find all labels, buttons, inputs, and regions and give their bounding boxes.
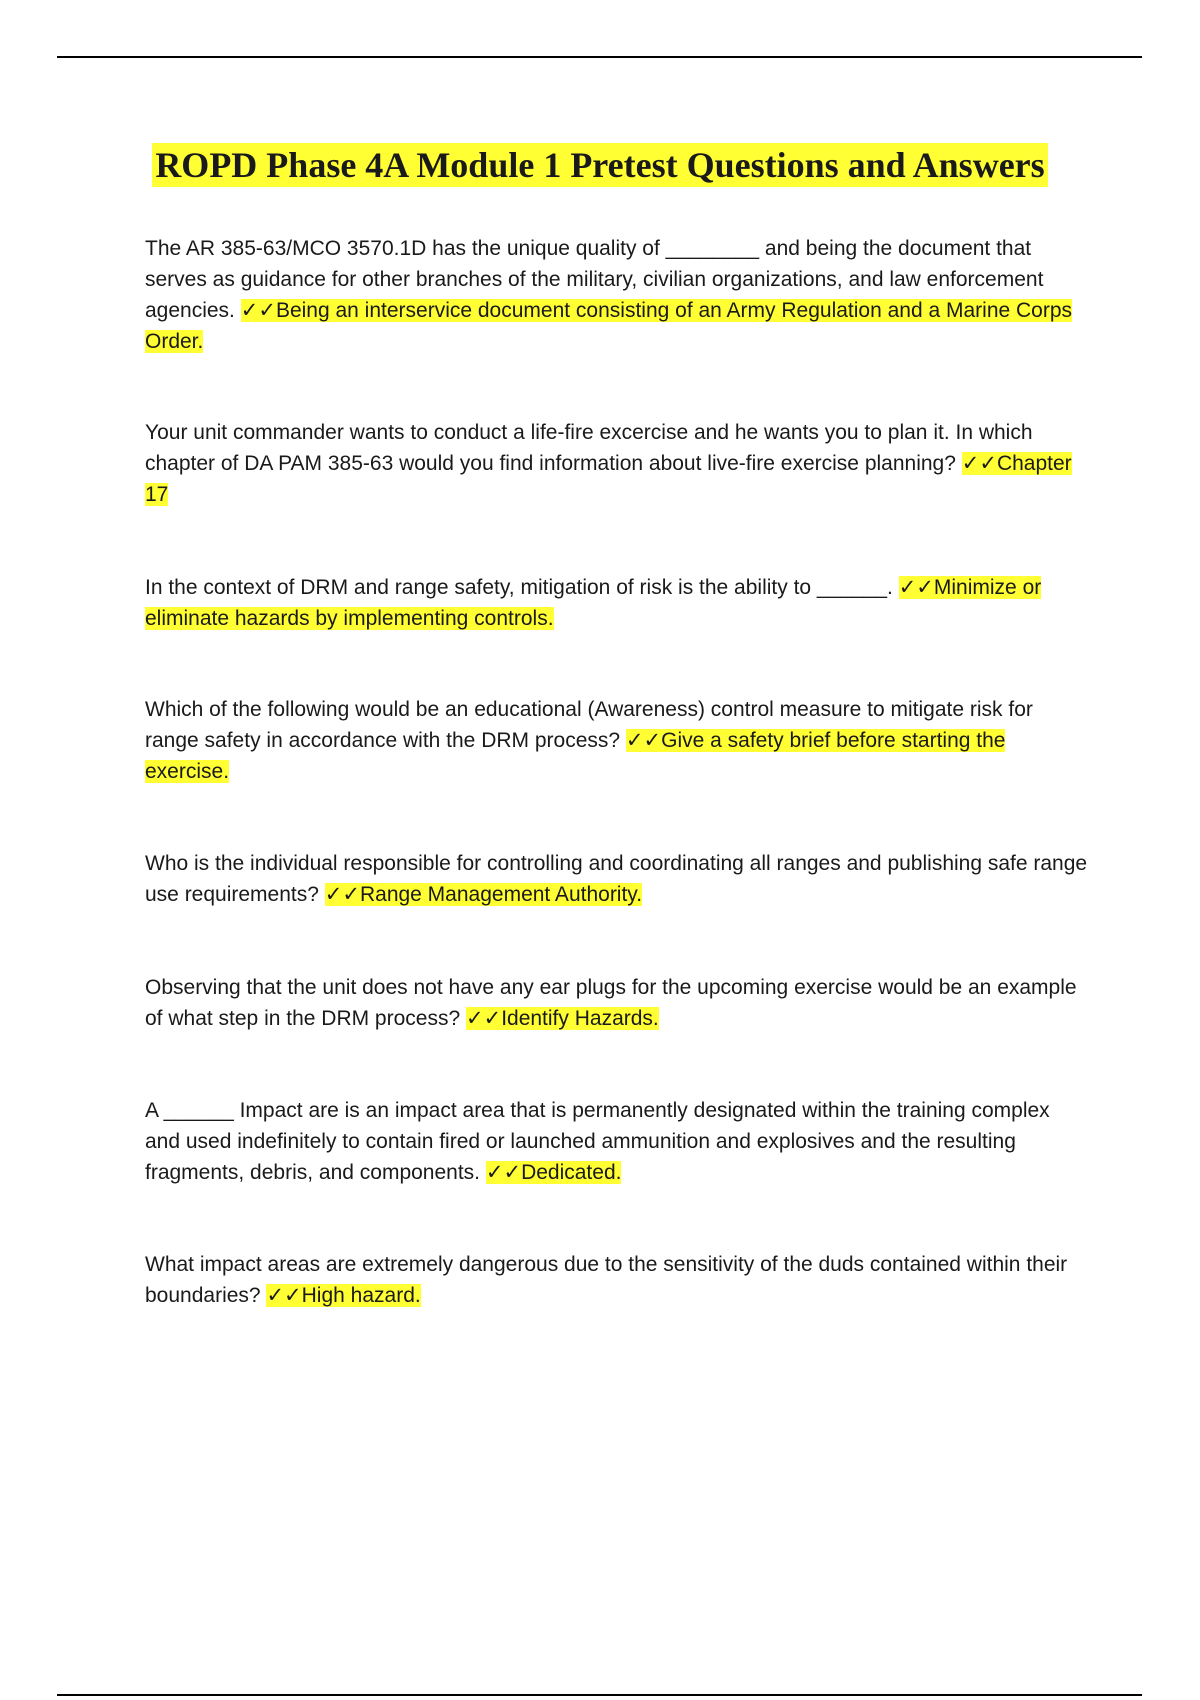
answer-text: High hazard.	[301, 1284, 421, 1307]
check-mark-icon: ✓✓	[266, 1283, 302, 1307]
answer-highlight	[466, 1007, 659, 1030]
qa-item	[145, 1249, 1090, 1311]
question-text: A ______ Impact are is an impact area that is permanently designated within the training complex and used indefinitely to contain fired or launched ammunition and explosives and the resulting fragments, debris, and components.	[145, 1099, 1050, 1184]
qa-item	[145, 972, 1090, 1034]
question-text: In the context of DRM and range safety, mitigation of risk is the ability to ______.	[145, 576, 899, 599]
check-mark-icon: ✓✓	[625, 728, 662, 752]
answer-text: Range Management Authority.	[359, 883, 643, 906]
question-text: What impact areas are extremely dangerous due to the sensitivity of the duds contained within their boundaries?	[145, 1253, 1068, 1307]
answer-text: Dedicated.	[521, 1161, 622, 1184]
answer-text: Being an interservice document consisting of an Army Regulation and a Marine Corps Order.	[145, 299, 1073, 353]
check-mark-icon: ✓✓	[324, 882, 360, 906]
check-mark-icon: ✓✓	[485, 1160, 522, 1184]
answer-text: Chapter 17	[145, 452, 1072, 506]
question-text: The AR 385-63/MCO 3570.1D has the unique quality of ________ and being the document that serves as guidance for other branches of the military, civilian organizations, and law enforcement agencies.	[145, 237, 1044, 322]
answer-highlight	[486, 1161, 622, 1184]
answer-highlight	[266, 1284, 420, 1307]
check-mark-icon: ✓✓	[240, 298, 276, 322]
question-text: Who is the individual responsible for controlling and coordinating all ranges and publishing safe range use requirements?	[145, 852, 1088, 906]
answer-text: Give a safety brief before starting the exercise.	[145, 729, 1006, 783]
qa-item	[145, 1095, 1090, 1188]
top-rule	[57, 56, 1142, 58]
qa-item	[145, 233, 1090, 357]
check-mark-icon: ✓✓	[961, 451, 997, 475]
qa-item	[145, 572, 1090, 634]
qa-item	[145, 694, 1090, 787]
title-container	[0, 143, 1200, 187]
question-text: Observing that the unit does not have any ear plugs for the upcoming exercise would be an example of what step in the DRM process?	[145, 976, 1077, 1030]
check-mark-icon: ✓✓	[898, 575, 934, 599]
check-mark-icon: ✓✓	[465, 1006, 502, 1030]
qa-item	[145, 848, 1090, 910]
question-text: Which of the following would be an educational (Awareness) control measure to mitigate risk for range safety in accordance with the DRM process?	[145, 698, 1033, 752]
qa-item	[145, 417, 1090, 510]
answer-highlight	[145, 299, 1072, 353]
answer-text: Minimize or eliminate hazards by implementing controls.	[145, 576, 1042, 630]
bottom-rule	[57, 1694, 1142, 1696]
answer-text: Identify Hazards.	[501, 1007, 659, 1030]
document-title: ROPD Phase 4A Module 1 Pretest Questions and Answers	[152, 143, 1047, 187]
question-text: Your unit commander wants to conduct a life-fire excercise and he wants you to plan it. In which chapter of DA PAM 385-63 would you find information about live-fire exercise planning?	[145, 421, 1033, 475]
answer-highlight	[325, 883, 642, 906]
